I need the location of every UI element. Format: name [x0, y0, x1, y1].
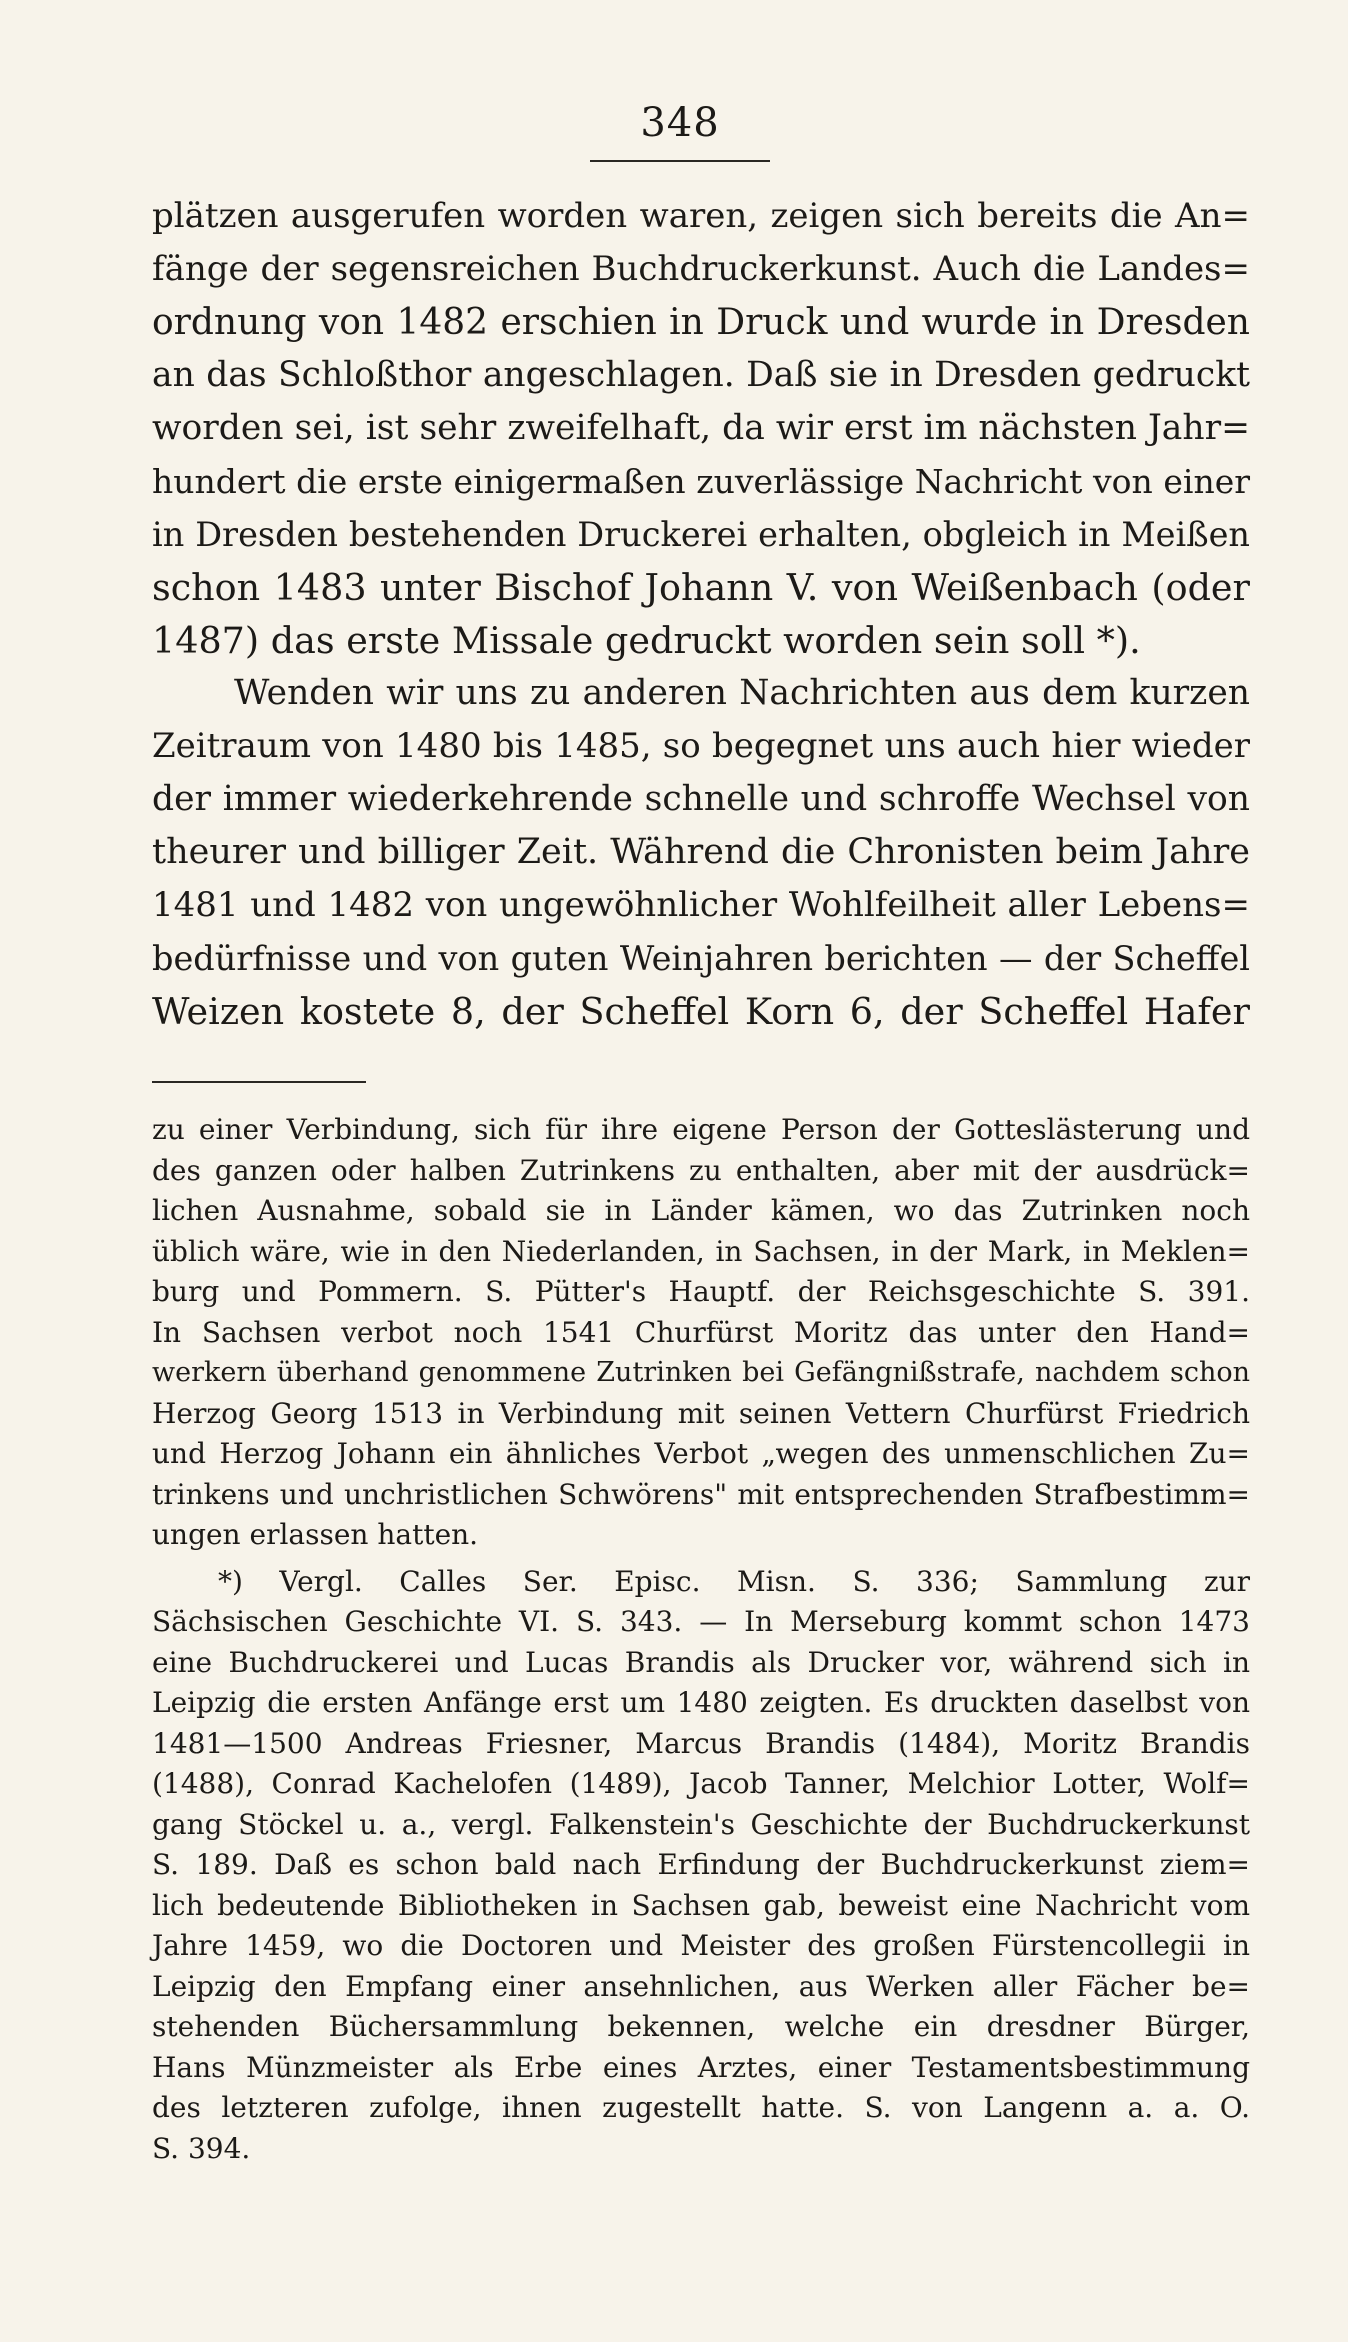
footnote-line: *) Vergl. Calles Ser. Episc. Misn. S. 336; Sammlung zur — [218, 1564, 1250, 1598]
star-footnote — [152, 1562, 1250, 2170]
text-line: Zeitraum von 1480 bis 1485, so begegnet uns auch hier wieder — [152, 726, 1250, 766]
footnote-line: gang Stöckel u. a., vergl. Falkenstein's Geschichte der Buchdruckerkunst — [152, 1807, 1250, 1841]
footnote-line: S. 394. — [152, 2131, 251, 2165]
header-rule — [590, 160, 770, 162]
footnote-line: Jahre 1459, wo die Doctoren und Meister des großen Fürstencollegii in — [152, 1929, 1250, 1962]
footnote-line: ungen erlassen hatten. — [152, 1518, 479, 1551]
footnote-line: trinkens und unchristlichen Schwörens" mit entsprechenden Strafbestimm= — [152, 1477, 1250, 1511]
text-line: an das Schloßthor angeschlagen. Daß sie in Dresden gedruckt — [152, 355, 1250, 395]
footnote-line: stehenden Büchersammlung bekennen, welche ein dresdner Bürger, — [152, 2010, 1250, 2043]
text-line: 1481 und 1482 von ungewöhnlicher Wohlfeilheit aller Lebens= — [152, 885, 1250, 925]
footnote-line: Hans Münzmeister als Erbe eines Arztes, einer Testamentsbestimmung — [152, 2050, 1250, 2084]
text-line: hundert die erste einigermaßen zuverlässige Nachricht von einer — [152, 462, 1250, 501]
text-line: schon 1483 unter Bischof Johann V. von Weißenbach (oder — [152, 566, 1250, 609]
text-line: ordnung von 1482 erschien in Druck und wurde in Dresden — [152, 302, 1250, 343]
text-line: bedürfnisse und von guten Weinjahren berichten — der Scheffel — [152, 939, 1250, 978]
footnote-line: werkern überhand genommene Zutrinken bei Gefängnißstrafe, nachdem schon — [152, 1357, 1250, 1388]
footnote-line: Leipzig den Empfang einer ansehnlichen, aus Werken aller Fächer be= — [152, 1969, 1250, 2003]
text-line: Wenden wir uns zu anderen Nachrichten aus dem kurzen — [234, 673, 1250, 713]
footnote-line: S. 189. Daß es schon bald nach Erfindung der Buchdruckerkunst ziem= — [152, 1848, 1250, 1881]
footnote-separator — [152, 1081, 366, 1083]
footnote-line: üblich wäre, wie in den Niederlanden, in Sachsen, in der Mark, in Meklen= — [152, 1234, 1250, 1268]
footnote-line: burg und Pommern. S. Pütter's Hauptf. der Reichsgeschichte S. 391. — [152, 1275, 1250, 1308]
continued-footnote — [152, 1110, 1250, 1556]
footnote-line: Herzog Georg 1513 in Verbindung mit seinen Vettern Churfürst Friedrich — [152, 1396, 1250, 1430]
footnote-line: des letzteren zufolge, ihnen zugestellt hatte. S. von Langenn a. a. O. — [152, 2091, 1250, 2124]
text-line: 1487) das erste Missale gedruckt worden sein soll *). — [152, 619, 1141, 662]
footnote-line: (1488), Conrad Kachelofen (1489), Jacob Tanner, Melchior Lotter, Wolf= — [152, 1767, 1250, 1800]
footnote-line: In Sachsen verbot noch 1541 Churfürst Moritz das unter den Hand= — [152, 1315, 1250, 1349]
footnotes — [152, 1110, 1250, 2169]
text-line: fänge der segensreichen Buchdruckerkunst. Auch die Landes= — [152, 249, 1250, 289]
footnote-line: und Herzog Johann ein ähnliches Verbot „wegen des unmenschlichen Zu= — [152, 1437, 1250, 1470]
footnote-line: eine Buchdruckerei und Lucas Brandis als Drucker vor, während sich in — [152, 1645, 1250, 1679]
footnote-line: 1481—1500 Andreas Friesner, Marcus Brandis (1484), Moritz Brandis — [152, 1726, 1250, 1760]
footnote-line: lichen Ausnahme, sobald sie in Länder kämen, wo das Zutrinken noch — [152, 1194, 1250, 1227]
text-line: in Dresden bestehenden Druckerei erhalten, obgleich in Meißen — [152, 515, 1250, 554]
footnote-line: des ganzen oder halben Zutrinkens zu enthalten, aber mit der ausdrück= — [152, 1153, 1250, 1187]
text-line: der immer wiederkehrende schnelle und schroffe Wechsel von — [152, 779, 1250, 819]
text-line: worden sei, ist sehr zweifelhaft, da wir erst im nächsten Jahr= — [152, 408, 1250, 448]
text-line: Weizen kostete 8, der Scheffel Korn 6, der Scheffel Hafer — [152, 990, 1250, 1033]
footnote-line: lich bedeutende Bibliotheken in Sachsen gab, beweist eine Nachricht vom — [152, 1888, 1250, 1922]
footnote-line: Sächsischen Geschichte VI. S. 343. — In Merseburg kommt schon 1473 — [152, 1605, 1250, 1638]
text-line: theurer und billiger Zeit. Während die Chronisten beim Jahre — [152, 832, 1250, 872]
footnote-line: Leipzig die ersten Anfänge erst um 1480 zeigten. Es druckten daselbst von — [152, 1686, 1250, 1719]
text-line: plätzen ausgerufen worden waren, zeigen sich bereits die An= — [152, 196, 1250, 236]
footnote-line: zu einer Verbindung, sich für ihre eigene Person der Gotteslästerung und — [152, 1113, 1250, 1146]
page-number: 348 — [640, 100, 720, 146]
main-text — [152, 190, 1250, 1038]
